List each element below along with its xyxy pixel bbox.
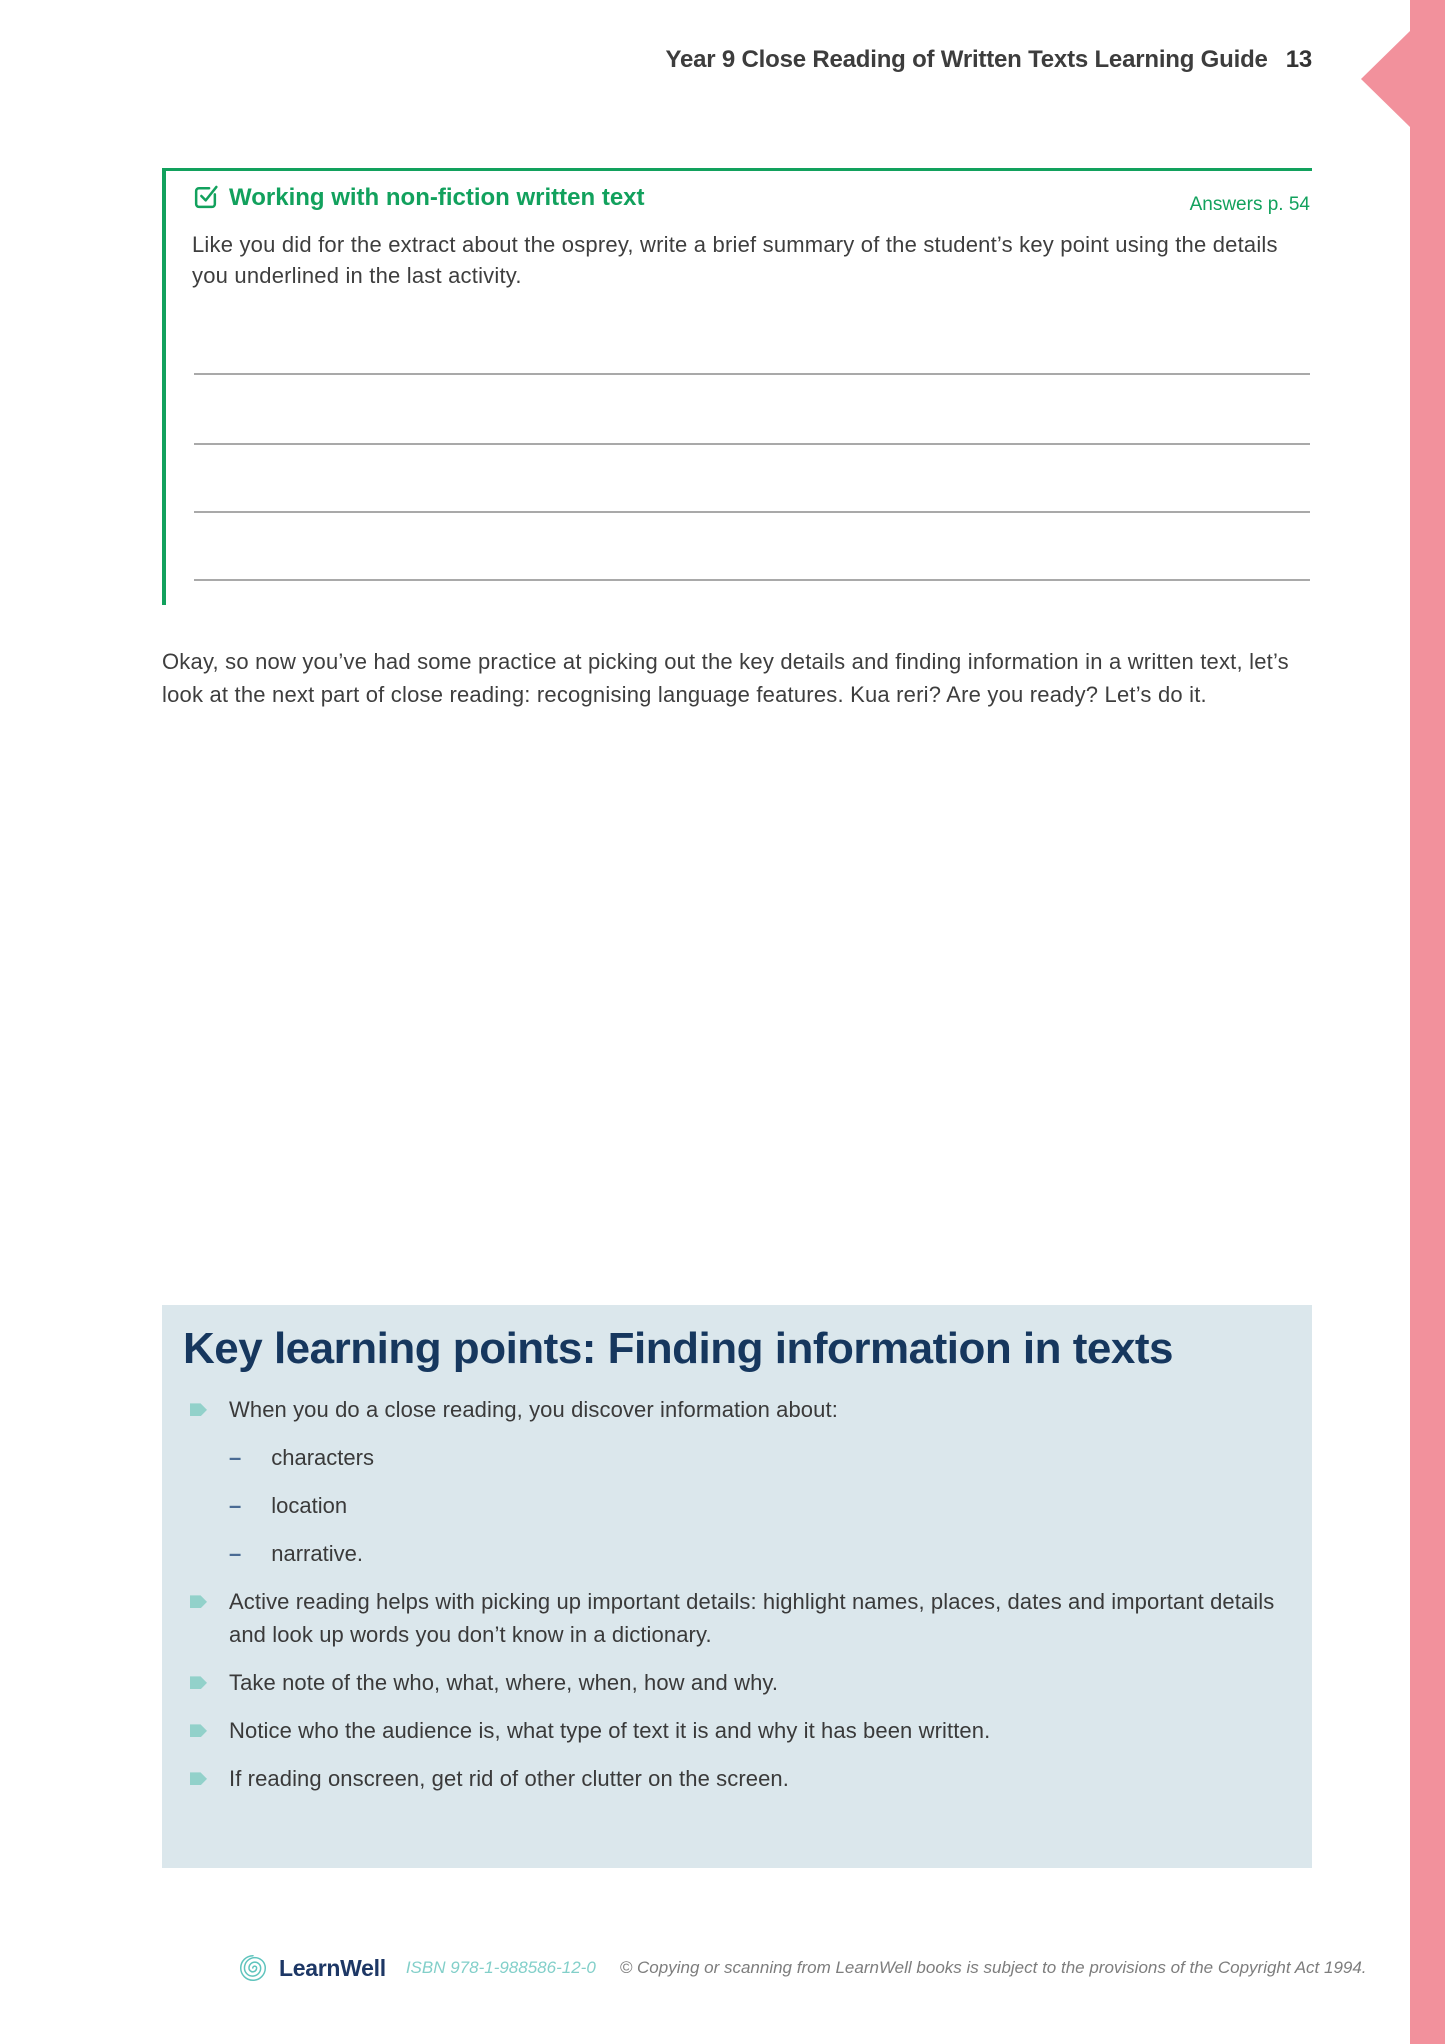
activity-title (192, 184, 645, 212)
page-edge-notch (1361, 31, 1410, 127)
key-learning-bullet (183, 1666, 1288, 1699)
key-learning-bullet (183, 1762, 1288, 1795)
key-learning-bullet (183, 1714, 1288, 1747)
bullet-text: Take note of the who, what, where, when, how and why. (229, 1670, 779, 1696)
key-learning-bullets (183, 1393, 1288, 1795)
bullet-text: If reading onscreen, get rid of other clutter on the screen. (229, 1766, 789, 1792)
arrow-tag-bullet-icon (190, 1724, 207, 1737)
page-number: 13 (1285, 46, 1312, 73)
key-learning-sub-bullet (229, 1489, 1288, 1522)
page-edge-band (1410, 0, 1445, 2044)
arrow-tag-bullet-icon (190, 1676, 207, 1689)
writing-line (194, 511, 1310, 513)
key-learning-bullet (183, 1585, 1288, 1651)
arrow-tag-bullet-icon (190, 1772, 207, 1785)
key-learning-bullet (183, 1393, 1288, 1426)
learnwell-spiral-logo-icon (237, 1952, 269, 1984)
bullet-text: Notice who the audience is, what type of text it is and why it has been written. (229, 1718, 991, 1744)
arrow-tag-bullet-icon (190, 1403, 207, 1416)
activity-prompt: Like you did for the extract about the osprey, write a brief summary of the student’s key point using the details you underlined in the last activity. (192, 232, 1278, 289)
activity-title-row (192, 184, 1310, 216)
dash-bullet-icon: – (229, 1493, 242, 1519)
sub-bullet-text: characters (271, 1445, 374, 1471)
running-header (162, 46, 1312, 74)
writing-line (194, 579, 1310, 581)
key-learning-title: Key learning points: Finding information in texts (183, 1324, 1173, 1373)
answers-page-ref: Answers p. 54 (1189, 194, 1310, 215)
dash-bullet-icon: – (229, 1541, 242, 1567)
intro-paragraph: Okay, so now you’ve had some practice at picking out the key details and finding information in a written text, let’s look at the next part of close reading: recognising language features. Kua reri? Are you ready? Let’s do it. (162, 649, 1289, 707)
writing-line (194, 443, 1310, 445)
isbn-text: ISBN 978-1-988586-12-0 (405, 1958, 596, 1977)
page-footer (237, 1952, 1367, 1984)
checkbox-check-icon (192, 183, 219, 210)
header-title: Year 9 Close Reading of Written Texts Learning Guide (665, 46, 1268, 73)
learnwell-logo-text: LearnWell (279, 1954, 386, 1981)
key-learning-sub-bullet (229, 1537, 1288, 1570)
activity-box (162, 168, 1312, 605)
writing-line (194, 373, 1310, 375)
sub-bullet-text: location (271, 1493, 348, 1519)
key-learning-sub-bullet (229, 1441, 1288, 1474)
bullet-text: Active reading helps with picking up important details: highlight names, places, dates and important details and look up words you don’t know in a dictionary. (229, 1589, 1275, 1648)
bullet-text: When you do a close reading, you discover information about: (229, 1397, 838, 1423)
key-learning-panel (162, 1305, 1312, 1868)
dash-bullet-icon: – (229, 1445, 242, 1471)
arrow-tag-bullet-icon (190, 1595, 207, 1608)
copyright-text: © Copying or scanning from LearnWell books is subject to the provisions of the Copyright Act 1994. (619, 1958, 1367, 1977)
sub-bullet-text: narrative. (271, 1541, 363, 1567)
activity-title-label: Working with non-fiction written text (229, 184, 645, 211)
